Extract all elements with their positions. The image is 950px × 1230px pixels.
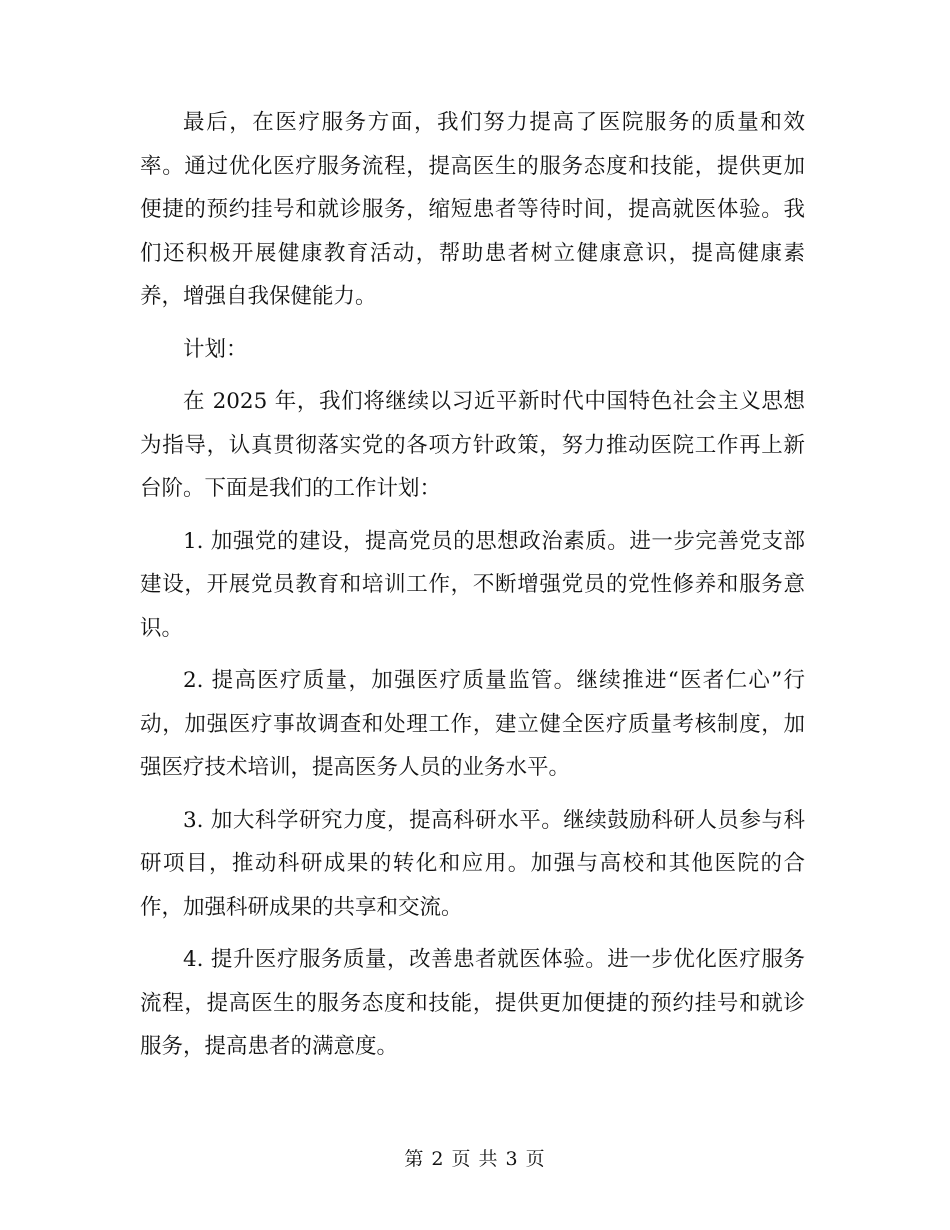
document-body: [140, 101, 805, 1069]
paragraph-plan-heading: 计划：: [183, 336, 248, 362]
page-number-footer: 第 2 页 共 3 页: [404, 1148, 546, 1170]
paragraph-plan-item-1: 1. 加强党的建设，提高党员的思想政治素质。进一步完善党支部建设，开展党员教育和培训工作，不断增强党员的党性修养和服务意识。: [140, 528, 805, 641]
paragraph-plan-intro: 在 2025 年，我们将继续以习近平新时代中国特色社会主义思想为指导，认真贯彻落实党的各项方针政策，努力推动医院工作再上新台阶。下面是我们的工作计划：: [140, 389, 805, 501]
paragraph-plan-item-3: 3. 加大科学研究力度，提高科研水平。继续鼓励科研人员参与科研项目，推动科研成果的转化和应用。加强与高校和其他医院的合作，加强科研成果的共享和交流。: [140, 807, 805, 920]
paragraph-medical-service-summary: 最后，在医疗服务方面，我们努力提高了医院服务的质量和效率。通过优化医疗服务流程，提高医生的服务态度和技能，提供更加便捷的预约挂号和就诊服务，缩短患者等待时间，提高就医体验。我们还积极开展健康教育活动，帮助患者树立健康意识，提高健康素养，增强自我保健能力。: [140, 110, 805, 309]
paragraph-plan-item-2: 2. 提高医疗质量，加强医疗质量监管。继续推进“医者仁心”行动，加强医疗事故调查和处理工作，建立健全医疗质量考核制度，加强医疗技术培训，提高医务人员的业务水平。: [140, 668, 805, 780]
paragraph-plan-item-4: 4. 提升医疗服务质量，改善患者就医体验。进一步优化医疗服务流程，提高医生的服务态度和技能，提供更加便捷的预约挂号和就诊服务，提高患者的满意度。: [140, 947, 805, 1059]
